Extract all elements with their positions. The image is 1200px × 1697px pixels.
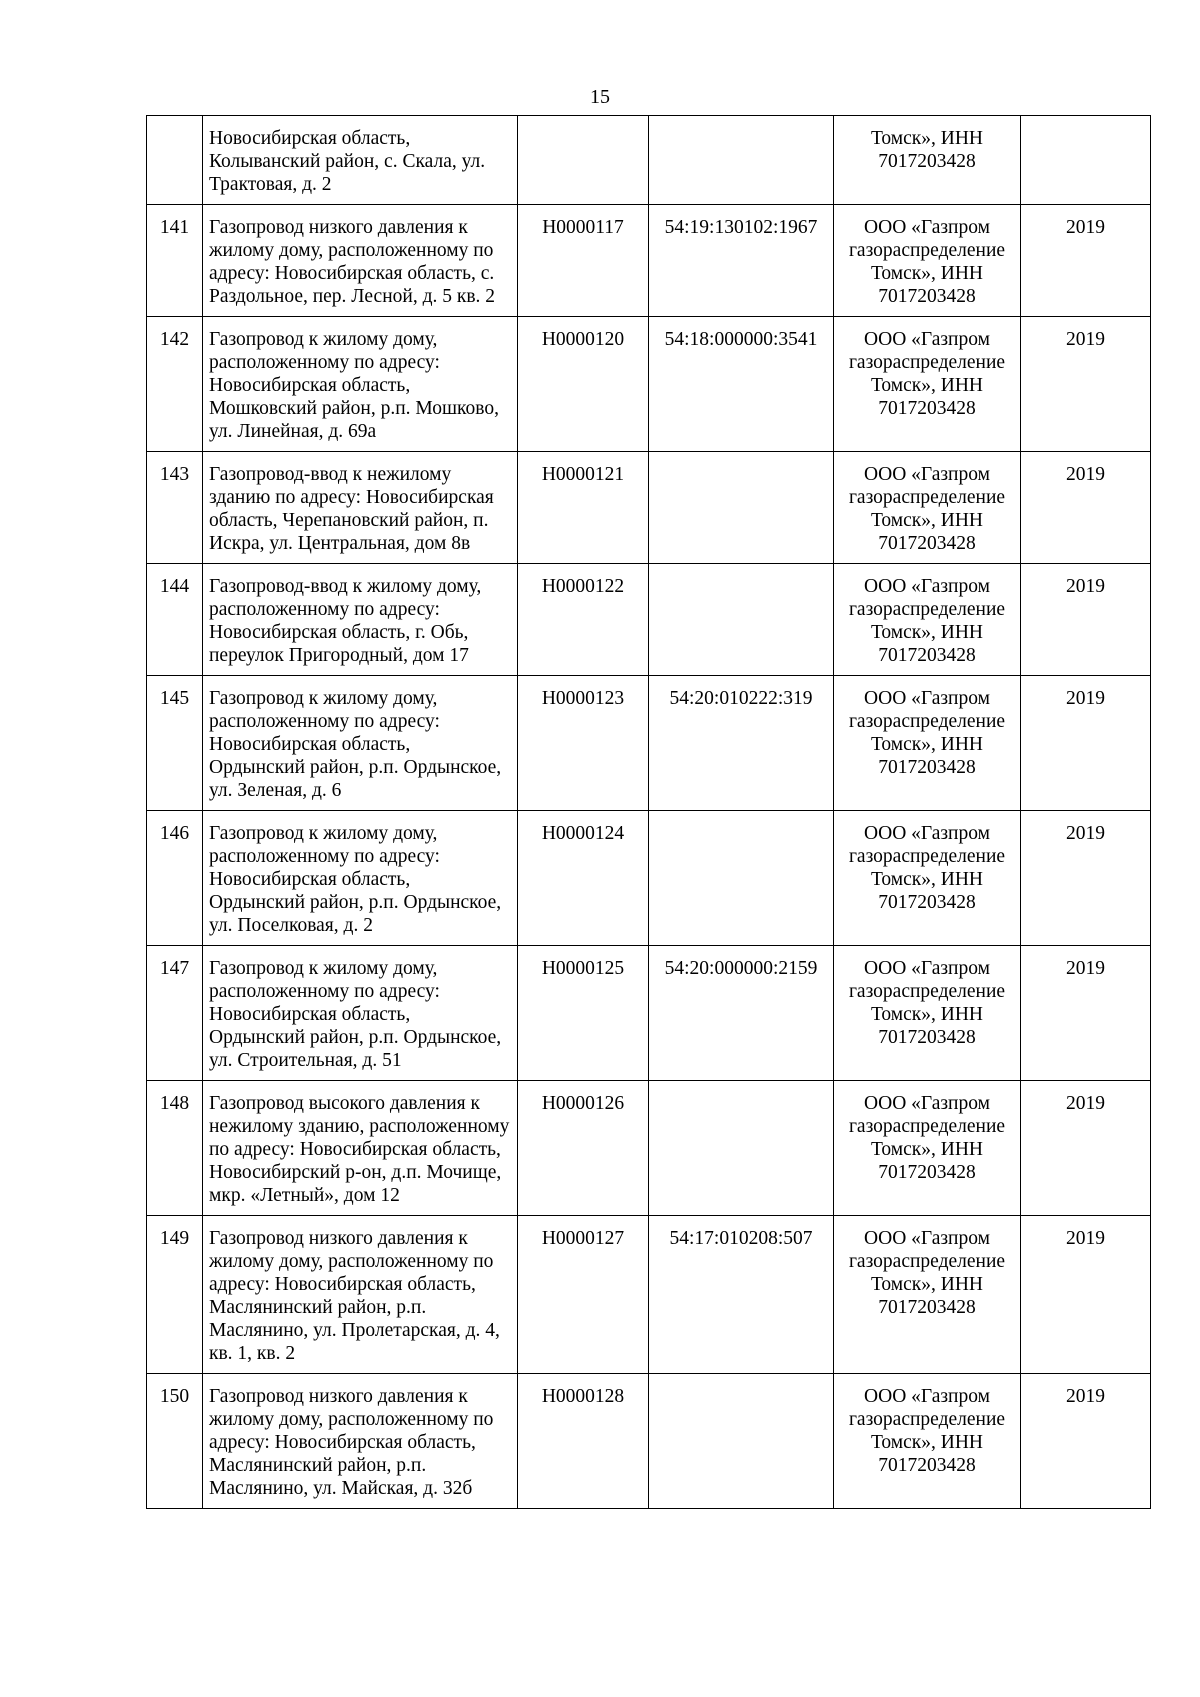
organization-cell: Томск», ИНН 7017203428	[834, 116, 1021, 205]
year-cell: 2019	[1021, 811, 1151, 946]
year-cell: 2019	[1021, 564, 1151, 676]
table-row	[147, 205, 1151, 317]
cadastral-number-cell	[649, 452, 834, 564]
table-row	[147, 116, 1151, 205]
row-number-cell: 149	[147, 1216, 203, 1374]
row-number-cell: 150	[147, 1374, 203, 1509]
cadastral-number-cell	[649, 1374, 834, 1509]
inventory-number-cell: Н0000120	[518, 317, 649, 452]
object-description-cell: Газопровод-ввод к жилому дому, расположенному по адресу: Новосибирская область, г. Обь, переулок Пригородный, дом 17	[203, 564, 518, 676]
year-cell: 2019	[1021, 1216, 1151, 1374]
object-description-cell: Газопровод низкого давления к жилому дому, расположенному по адресу: Новосибирская область, Маслянинский район, р.п. Маслянино, ул. Майская, д. 32б	[203, 1374, 518, 1509]
row-number-cell: 143	[147, 452, 203, 564]
inventory-number-cell	[518, 116, 649, 205]
cadastral-number-cell: 54:20:000000:2159	[649, 946, 834, 1081]
object-description-cell: Газопровод к жилому дому, расположенному по адресу: Новосибирская область, Мошковский район, р.п. Мошково, ул. Линейная, д. 69а	[203, 317, 518, 452]
year-cell: 2019	[1021, 1081, 1151, 1216]
inventory-number-cell: Н0000128	[518, 1374, 649, 1509]
row-number-cell: 141	[147, 205, 203, 317]
cadastral-number-cell: 54:20:010222:319	[649, 676, 834, 811]
object-description-cell: Новосибирская область, Колыванский район, с. Скала, ул. Трактовая, д. 2	[203, 116, 518, 205]
year-cell: 2019	[1021, 946, 1151, 1081]
row-number-cell: 144	[147, 564, 203, 676]
table-row	[147, 564, 1151, 676]
table-row	[147, 1081, 1151, 1216]
organization-cell: ООО «Газпром газораспределение Томск», ИНН 7017203428	[834, 946, 1021, 1081]
table-row	[147, 1216, 1151, 1374]
inventory-number-cell: Н0000121	[518, 452, 649, 564]
year-cell: 2019	[1021, 676, 1151, 811]
organization-cell: ООО «Газпром газораспределение Томск», ИНН 7017203428	[834, 811, 1021, 946]
organization-cell: ООО «Газпром газораспределение Томск», ИНН 7017203428	[834, 317, 1021, 452]
inventory-number-cell: Н0000123	[518, 676, 649, 811]
cadastral-number-cell	[649, 564, 834, 676]
table-row	[147, 317, 1151, 452]
object-description-cell: Газопровод низкого давления к жилому дому, расположенному по адресу: Новосибирская область, с. Раздольное, пер. Лесной, д. 5 кв. 2	[203, 205, 518, 317]
registry-table-body	[147, 116, 1151, 1509]
organization-cell: ООО «Газпром газораспределение Томск», ИНН 7017203428	[834, 452, 1021, 564]
inventory-number-cell: Н0000124	[518, 811, 649, 946]
registry-table	[146, 115, 1151, 1509]
inventory-number-cell: Н0000122	[518, 564, 649, 676]
object-description-cell: Газопровод высокого давления к нежилому зданию, расположенному по адресу: Новосибирская область, Новосибирский р-он, д.п. Мочище, мкр. «Летный», дом 12	[203, 1081, 518, 1216]
cadastral-number-cell	[649, 811, 834, 946]
row-number-cell: 145	[147, 676, 203, 811]
cadastral-number-cell	[649, 1081, 834, 1216]
page-number: 15	[590, 86, 610, 108]
year-cell: 2019	[1021, 205, 1151, 317]
table-row	[147, 1374, 1151, 1509]
row-number-cell: 148	[147, 1081, 203, 1216]
cadastral-number-cell	[649, 116, 834, 205]
organization-cell: ООО «Газпром газораспределение Томск», ИНН 7017203428	[834, 205, 1021, 317]
cadastral-number-cell: 54:17:010208:507	[649, 1216, 834, 1374]
row-number-cell: 147	[147, 946, 203, 1081]
organization-cell: ООО «Газпром газораспределение Томск», ИНН 7017203428	[834, 676, 1021, 811]
year-cell: 2019	[1021, 452, 1151, 564]
table-row	[147, 452, 1151, 564]
table-row	[147, 676, 1151, 811]
inventory-number-cell: Н0000127	[518, 1216, 649, 1374]
row-number-cell	[147, 116, 203, 205]
object-description-cell: Газопровод низкого давления к жилому дому, расположенному по адресу: Новосибирская область, Маслянинский район, р.п. Маслянино, ул. Пролетарская, д. 4, кв. 1, кв. 2	[203, 1216, 518, 1374]
organization-cell: ООО «Газпром газораспределение Томск», ИНН 7017203428	[834, 1374, 1021, 1509]
cadastral-number-cell: 54:19:130102:1967	[649, 205, 834, 317]
inventory-number-cell: Н0000117	[518, 205, 649, 317]
organization-cell: ООО «Газпром газораспределение Томск», ИНН 7017203428	[834, 1081, 1021, 1216]
object-description-cell: Газопровод-ввод к нежилому зданию по адресу: Новосибирская область, Черепановский район, п. Искра, ул. Центральная, дом 8в	[203, 452, 518, 564]
year-cell	[1021, 116, 1151, 205]
cadastral-number-cell: 54:18:000000:3541	[649, 317, 834, 452]
year-cell: 2019	[1021, 317, 1151, 452]
object-description-cell: Газопровод к жилому дому, расположенному по адресу: Новосибирская область, Ордынский район, р.п. Ордынское, ул. Зеленая, д. 6	[203, 676, 518, 811]
table-row	[147, 811, 1151, 946]
year-cell: 2019	[1021, 1374, 1151, 1509]
inventory-number-cell: Н0000126	[518, 1081, 649, 1216]
row-number-cell: 142	[147, 317, 203, 452]
organization-cell: ООО «Газпром газораспределение Томск», ИНН 7017203428	[834, 564, 1021, 676]
object-description-cell: Газопровод к жилому дому, расположенному по адресу: Новосибирская область, Ордынский район, р.п. Ордынское, ул. Строительная, д. 51	[203, 946, 518, 1081]
inventory-number-cell: Н0000125	[518, 946, 649, 1081]
object-description-cell: Газопровод к жилому дому, расположенному по адресу: Новосибирская область, Ордынский район, р.п. Ордынское, ул. Поселковая, д. 2	[203, 811, 518, 946]
table-row	[147, 946, 1151, 1081]
organization-cell: ООО «Газпром газораспределение Томск», ИНН 7017203428	[834, 1216, 1021, 1374]
row-number-cell: 146	[147, 811, 203, 946]
